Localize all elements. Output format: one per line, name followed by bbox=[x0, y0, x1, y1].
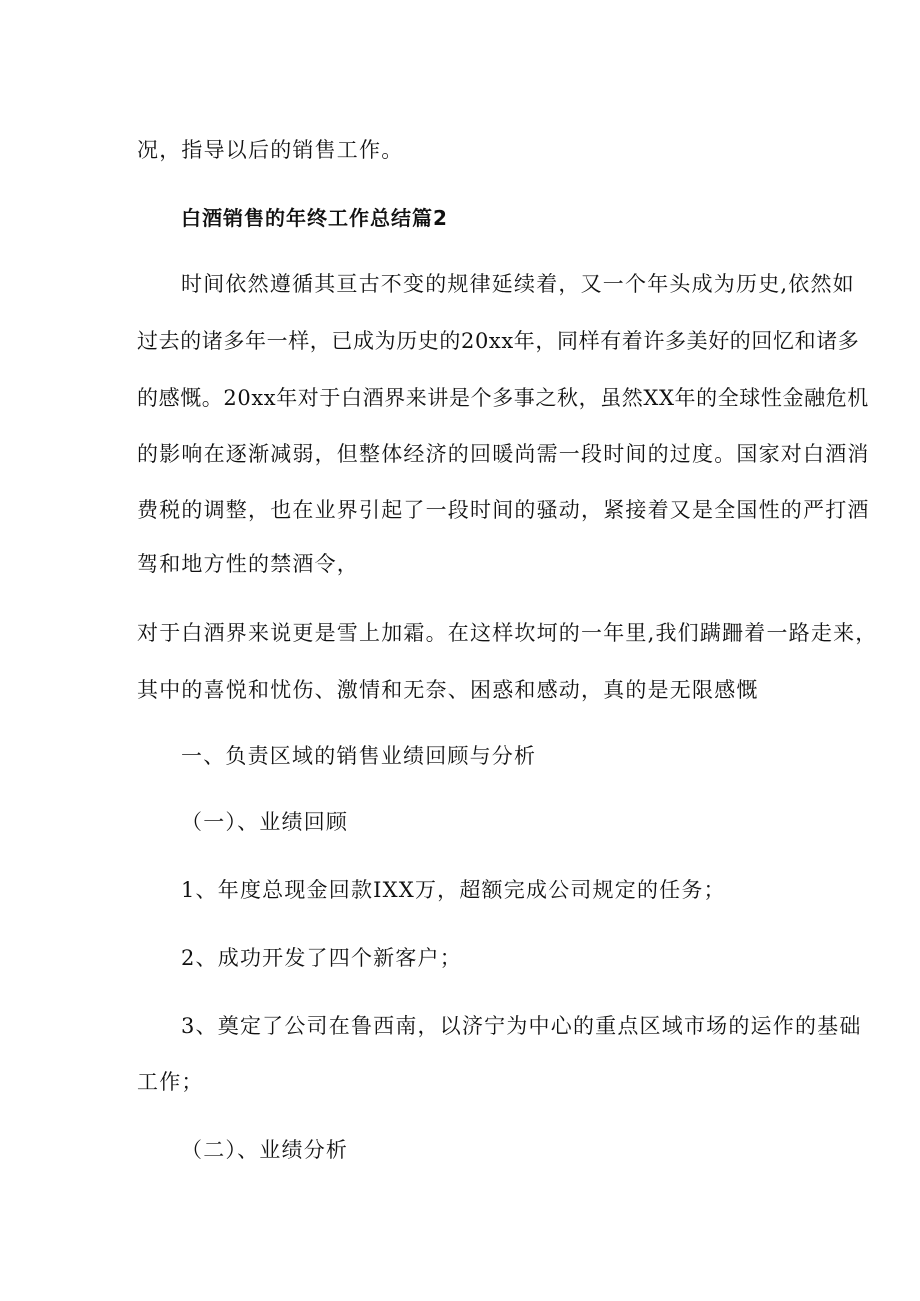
paragraph-line: 过去的诸多年一样，已成为历史的20xx年，同样有着许多美好的回忆和诸多 bbox=[137, 329, 860, 353]
list-item: 2、成功开发了四个新客户； bbox=[181, 946, 462, 970]
paragraph-line: 对于白酒界来说更是雪上加霜。在这样坎坷的一年里,我们蹒跚着一路走来， bbox=[137, 621, 878, 645]
paragraph-line: 的影响在逐渐减弱，但整体经济的回暖尚需一段时间的过度。国家对白酒消 bbox=[137, 442, 870, 466]
list-item: 1、年度总现金回款IXX万，超额完成公司规定的任务； bbox=[181, 878, 726, 902]
list-item-continuation: 工作； bbox=[137, 1070, 204, 1094]
paragraph-line: 其中的喜悦和忧伤、激情和无奈、困惑和感动，真的是无限感慨 bbox=[137, 678, 759, 702]
paragraph-line: 驾和地方性的禁酒令， bbox=[137, 552, 359, 576]
list-item: 3、奠定了公司在鲁西南，以济宁为中心的重点区域市场的运作的基础 bbox=[181, 1014, 862, 1038]
section-heading: 一、负责区域的销售业绩回顾与分析 bbox=[181, 744, 537, 768]
paragraph-line: 费税的调整，也在业界引起了一段时间的骚动，紧接着又是全国性的严打酒 bbox=[137, 498, 870, 522]
paragraph-line: 的感慨。20xx年对于白酒界来讲是个多事之秋，虽然XX年的全球性金融危机 bbox=[137, 386, 869, 410]
subsection-heading: （二）、业绩分析 bbox=[181, 1138, 349, 1162]
paragraph-line: 时间依然遵循其亘古不变的规律延续着，又一个年头成为历史,依然如 bbox=[181, 272, 855, 296]
section-title: 白酒销售的年终工作总结篇2 bbox=[181, 206, 448, 230]
paragraph-line: 况，指导以后的销售工作。 bbox=[137, 138, 404, 162]
subsection-heading: （一）、业绩回顾 bbox=[181, 810, 349, 834]
